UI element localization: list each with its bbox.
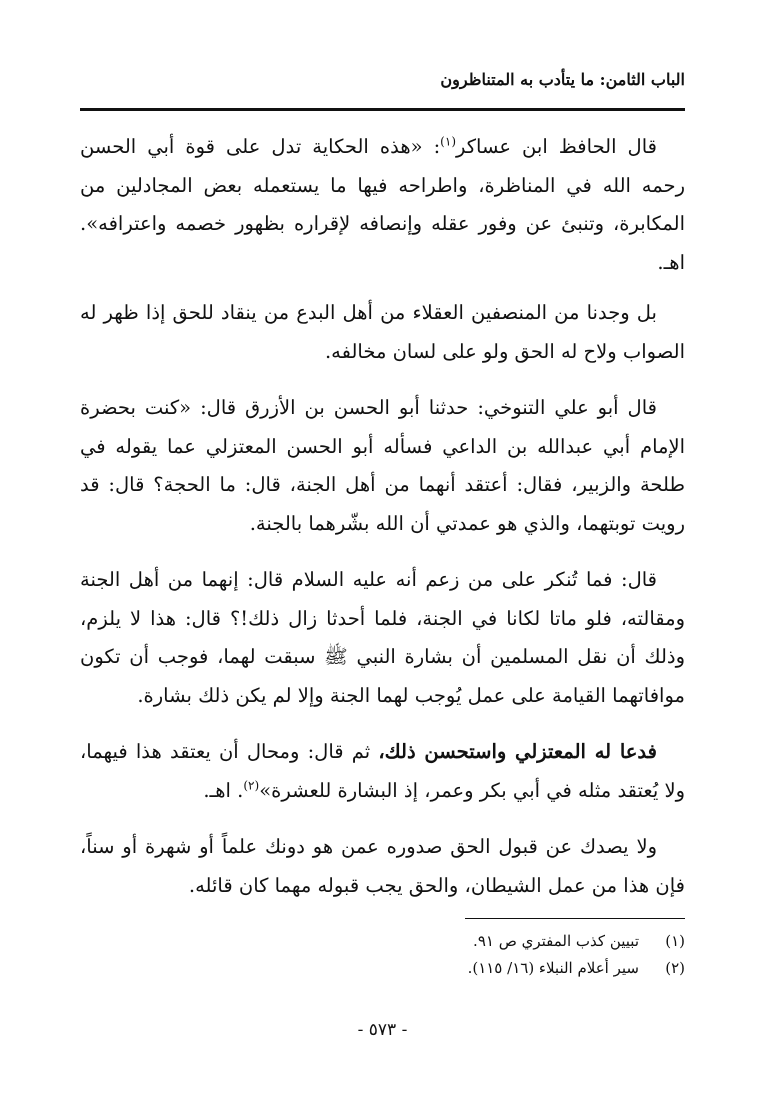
footnote-text: تبيين كذب المفتري ص ٩١. [473, 932, 639, 950]
paragraph-1-start: قال الحافظ ابن عساكر [456, 135, 657, 158]
paragraph-5 [80, 733, 685, 810]
paragraph-4: قال: فما تُنكر على من زعم أنه عليه السلام قال: إنهما من أهل الجنة ومقالته، فلو ماتا لكانا في الجنة، فلما أحدثا زال ذلك!؟ قال: هذا لا يلزم، وذلك أن نقل المسلمين أن بشارة النبي ﷺ سبقت لهما، فوجب أن تكون موافاتهما القيامة على عمل يُوجب لهما الجنة وإلا لم يكن ذلك بشارة. [80, 568, 685, 707]
paragraph-1-rest: : «هذه الحكاية تدل على قوة أبي الحسن رحمه الله في المناظرة، واطراحه فيها ما يستعمله بعض المجادلين من المكابرة، وتنبئ عن وفور عقله وإنصافه لإقراره بظهور خصمه واعترافه». اهـ. [80, 135, 685, 274]
paragraph-2: بل وجدنا من المنصفين العقلاء من أهل البدع من ينقاد للحق إذا ظهر له الصواب ولاح له الحق ولو على لسان مخالفه. [80, 301, 685, 363]
paragraph-6: ولا يصدك عن قبول الحق صدوره عمن هو دونك علماً أو شهرة أو سناً، فإن هذا من عمل الشيطان، والحق يجب قبوله مهما كان قائله. [80, 835, 685, 897]
paragraph-5-bold: فدعا له المعتزلي واستحسن ذلك، [378, 740, 657, 763]
paragraph-5-middle: ثم قال: ومحال أن يعتقد هذا فيهما، ولا يُعتقد مثله في أبي بكر وعمر، إذ البشارة للعشرة» [80, 740, 685, 802]
footnote-ref-2: (٢) [243, 778, 260, 792]
running-header: الباب الثامن: ما يتأدب به المتناظرون [440, 70, 685, 89]
footnote-2 [80, 955, 685, 982]
paragraph-5-end: . اهـ. [203, 778, 244, 802]
footnote-number: (٢) [665, 959, 685, 977]
footnote-text: سير أعلام النبلاء (١٦/ ١١٥). [467, 959, 639, 977]
header-rule [80, 108, 685, 111]
footnote-number: (١) [665, 932, 685, 950]
paragraph-3: قال أبو علي التنوخي: حدثنا أبو الحسن بن الأزرق قال: «كنت بحضرة الإمام أبي عبدالله بن الداعي فسأله أبو الحسن المعتزلي عما يقوله في طلحة والزبير، فقال: أعتقد أنهما من أهل الجنة، قال: ما الحجة؟ قال: قد رويت توبتهما، والذي هو عمدتي أن الله بشّرهما بالجنة. [80, 396, 685, 535]
footnote-ref-1: (١) [440, 134, 456, 149]
main-text [80, 128, 685, 917]
paragraph-1 [80, 128, 685, 282]
footnote-separator [465, 918, 685, 919]
footnotes [80, 928, 685, 982]
footnote-1 [80, 928, 685, 955]
page-number: - ٥٧٣ - [357, 1020, 408, 1040]
